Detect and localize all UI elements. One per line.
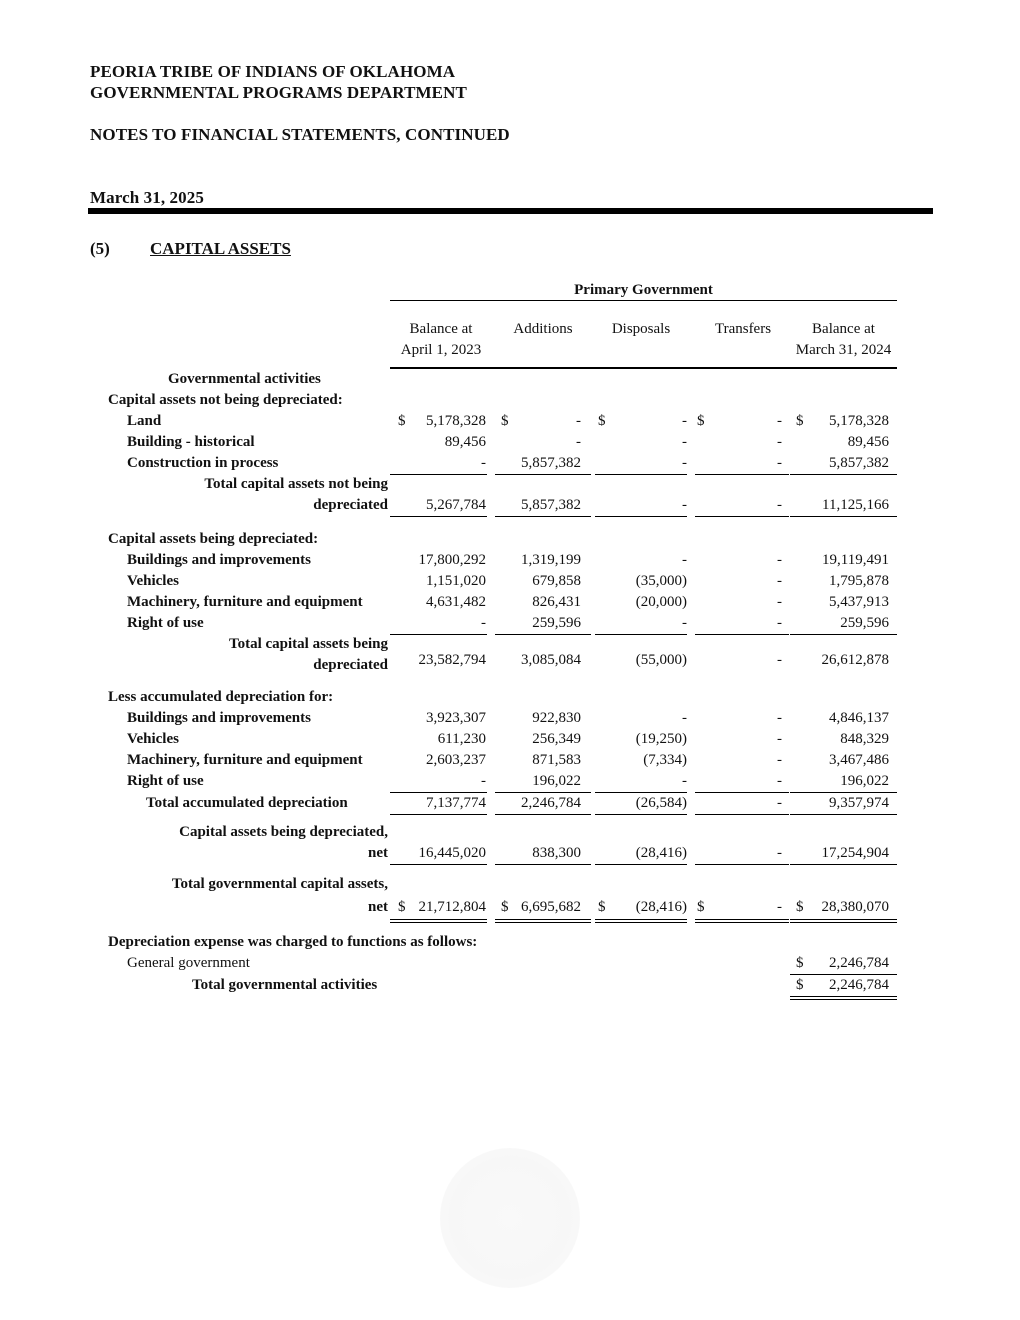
row-label: Total accumulated depreciation xyxy=(146,795,348,811)
value-cell: - xyxy=(576,413,581,429)
row-label: Machinery, furniture and equipment xyxy=(127,752,363,768)
value-cell: - xyxy=(777,497,782,513)
general-government-label: General government xyxy=(127,955,250,971)
land-row xyxy=(0,411,1020,432)
value-cell: - xyxy=(777,845,782,861)
value-cell: 6,695,682 xyxy=(521,899,581,915)
construction-row xyxy=(0,453,1020,474)
total-accumulated-row xyxy=(0,793,1020,814)
value-cell: - xyxy=(481,773,486,789)
underline xyxy=(790,864,897,865)
value-cell: - xyxy=(777,413,782,429)
row-label: Machinery, furniture and equipment xyxy=(127,594,363,610)
underline xyxy=(695,516,789,517)
faint-seal-watermark xyxy=(440,1148,580,1288)
value-cell: - xyxy=(777,615,782,631)
value-cell: 2,246,784 xyxy=(521,795,581,811)
value-cell: 5,437,913 xyxy=(829,594,889,610)
value-cell: 89,456 xyxy=(847,434,889,450)
value-cell: 19,119,491 xyxy=(822,552,889,568)
underline xyxy=(790,516,897,517)
value-cell: - xyxy=(777,773,782,789)
total-depreciated-row xyxy=(0,652,1020,676)
row-label: Governmental activities xyxy=(168,371,321,387)
double-underline xyxy=(790,996,897,1000)
total-activities-value: 2,246,784 xyxy=(829,977,889,993)
group-rule xyxy=(390,300,897,301)
value-cell: - xyxy=(777,795,782,811)
value-cell: 196,022 xyxy=(532,773,581,789)
section-title: CAPITAL ASSETS xyxy=(150,239,291,258)
underline xyxy=(390,864,487,865)
value-cell: 922,830 xyxy=(532,710,581,726)
depreciation-heading-row xyxy=(0,932,1020,953)
underline xyxy=(390,814,487,815)
value-cell: 5,857,382 xyxy=(521,497,581,513)
value-cell: 2,603,237 xyxy=(426,752,486,768)
currency-symbol: $ xyxy=(398,899,406,915)
value-cell: 5,857,382 xyxy=(829,455,889,471)
value-cell: (26,584) xyxy=(635,795,687,811)
row-label: Vehicles xyxy=(127,731,179,747)
double-underline xyxy=(495,919,591,923)
value-cell: 89,456 xyxy=(444,434,486,450)
row-label: Buildings and improvements xyxy=(127,552,311,568)
value-cell: - xyxy=(777,573,782,589)
col-header-disposals: Disposals xyxy=(611,321,671,337)
value-cell: - xyxy=(777,652,782,668)
value-cell: 1,151,020 xyxy=(426,573,486,589)
value-cell: 17,800,292 xyxy=(418,552,486,568)
value-cell: 611,230 xyxy=(437,731,486,747)
value-cell: 5,178,328 xyxy=(829,413,889,429)
depreciation-heading: Depreciation expense was charged to functions as follows: xyxy=(108,934,478,950)
value-cell: 16,445,020 xyxy=(418,845,486,861)
value-cell: 17,254,904 xyxy=(821,845,889,861)
currency-symbol: $ xyxy=(501,899,509,915)
not-depreciated-heading xyxy=(0,390,1020,411)
col-header-additions: Additions xyxy=(513,321,573,337)
underline xyxy=(495,814,591,815)
value-cell: 871,583 xyxy=(532,752,581,768)
value-cell: - xyxy=(576,434,581,450)
value-cell: 848,329 xyxy=(840,731,889,747)
value-cell: 7,137,774 xyxy=(426,795,486,811)
value-cell: 1,795,878 xyxy=(829,573,889,589)
value-cell: 5,178,328 xyxy=(426,413,486,429)
col-header-transfers: Transfers xyxy=(714,321,772,337)
value-cell: 28,380,070 xyxy=(821,899,889,915)
currency-symbol: $ xyxy=(796,899,804,915)
value-cell: - xyxy=(777,455,782,471)
buildings-row xyxy=(0,550,1020,571)
value-cell: - xyxy=(682,615,687,631)
governmental-activities-heading xyxy=(0,369,1020,390)
row-label: Building - historical xyxy=(127,434,255,450)
value-cell: (20,000) xyxy=(635,594,687,610)
row-label: Less accumulated depreciation for: xyxy=(108,689,334,705)
value-cell: - xyxy=(682,455,687,471)
value-cell: - xyxy=(481,455,486,471)
value-cell: 5,267,784 xyxy=(426,497,486,513)
value-cell: - xyxy=(682,497,687,513)
total-net-label-row xyxy=(0,874,1020,895)
row-label: net xyxy=(368,845,388,861)
value-cell: 1,319,199 xyxy=(521,552,581,568)
value-cell: 259,596 xyxy=(840,615,889,631)
total-not-depreciated-label-row xyxy=(0,474,1020,495)
net-depreciated-label-row xyxy=(0,822,1020,843)
underline xyxy=(595,864,687,865)
row-label: Capital assets being depreciated, xyxy=(179,824,388,840)
row-label: Construction in process xyxy=(127,455,279,471)
value-cell: 21,712,804 xyxy=(418,899,486,915)
double-underline xyxy=(595,919,687,923)
primary-government-label: Primary Government xyxy=(574,282,713,298)
org-name: PEORIA TRIBE OF INDIANS OF OKLAHOMA xyxy=(90,62,456,81)
currency-symbol: $ xyxy=(796,955,804,971)
value-cell: 679,858 xyxy=(532,573,581,589)
row-label: Right of use xyxy=(127,615,204,631)
underline xyxy=(495,864,591,865)
currency-symbol: $ xyxy=(697,899,705,915)
value-cell: 23,582,794 xyxy=(418,652,486,668)
value-cell: - xyxy=(682,710,687,726)
value-cell: - xyxy=(481,615,486,631)
value-cell: - xyxy=(682,434,687,450)
row-label: depreciated xyxy=(313,657,388,673)
currency-symbol: $ xyxy=(796,977,804,993)
value-cell: (19,250) xyxy=(635,731,687,747)
page-subtitle: NOTES TO FINANCIAL STATEMENTS, CONTINUED xyxy=(90,125,510,144)
currency-symbol: $ xyxy=(598,413,606,429)
underline xyxy=(390,516,487,517)
total-net-row xyxy=(0,897,1020,918)
depreciated-heading xyxy=(0,529,1020,550)
value-cell: 259,596 xyxy=(532,615,581,631)
row-label: Total capital assets not being xyxy=(204,476,388,492)
value-cell: 26,612,878 xyxy=(821,652,889,668)
value-cell: 838,300 xyxy=(532,845,581,861)
general-government-row xyxy=(0,953,1020,974)
value-cell: - xyxy=(777,752,782,768)
row-label: Buildings and improvements xyxy=(127,710,311,726)
acc-right-of-use-row xyxy=(0,771,1020,792)
value-cell: 196,022 xyxy=(840,773,889,789)
double-underline xyxy=(390,919,487,923)
row-label: Right of use xyxy=(127,773,204,789)
currency-symbol: $ xyxy=(501,413,509,429)
value-cell: - xyxy=(777,434,782,450)
department-name: GOVERNMENTAL PROGRAMS DEPARTMENT xyxy=(90,83,467,102)
underline xyxy=(790,814,897,815)
underline xyxy=(595,814,687,815)
value-cell: (28,416) xyxy=(635,899,687,915)
acc-buildings-row xyxy=(0,708,1020,729)
total-activities-label: Total governmental activities xyxy=(192,977,378,993)
currency-symbol: $ xyxy=(598,899,606,915)
building-historical-row xyxy=(0,432,1020,453)
value-cell: - xyxy=(777,899,782,915)
currency-symbol: $ xyxy=(796,413,804,429)
acc-vehicles-row xyxy=(0,729,1020,750)
row-label: net xyxy=(368,899,388,915)
value-cell: 3,467,486 xyxy=(829,752,889,768)
value-cell: - xyxy=(777,594,782,610)
total-activities-row xyxy=(0,975,1020,996)
underline xyxy=(695,864,789,865)
value-cell: - xyxy=(682,773,687,789)
currency-symbol: $ xyxy=(697,413,705,429)
total-not-depreciated-row xyxy=(0,495,1020,516)
double-underline xyxy=(790,919,897,923)
row-label: Capital assets being depreciated: xyxy=(108,531,319,547)
report-date: March 31, 2025 xyxy=(90,188,204,207)
machinery-row xyxy=(0,592,1020,613)
value-cell: - xyxy=(777,552,782,568)
value-cell: 4,631,482 xyxy=(426,594,486,610)
value-cell: - xyxy=(682,552,687,568)
underline xyxy=(495,516,591,517)
value-cell: 5,857,382 xyxy=(521,455,581,471)
row-label: Vehicles xyxy=(127,573,179,589)
value-cell: (7,334) xyxy=(643,752,687,768)
right-of-use-row xyxy=(0,613,1020,634)
value-cell: 4,846,137 xyxy=(829,710,889,726)
value-cell: - xyxy=(682,413,687,429)
general-government-value: 2,246,784 xyxy=(829,955,889,971)
row-label: Capital assets not being depreciated: xyxy=(108,392,343,408)
row-label: Land xyxy=(127,413,162,429)
net-depreciated-row xyxy=(0,843,1020,864)
col-header-balance-begin: Balance at April 1, 2023 xyxy=(400,321,482,358)
row-label: depreciated xyxy=(313,497,388,513)
col-header-balance-end: Balance at March 31, 2024 xyxy=(795,321,892,358)
header-rule xyxy=(88,208,933,214)
value-cell: (35,000) xyxy=(635,573,687,589)
value-cell: - xyxy=(777,710,782,726)
value-cell: 11,125,166 xyxy=(822,497,889,513)
underline xyxy=(695,814,789,815)
value-cell: 3,085,084 xyxy=(521,652,581,668)
value-cell: 3,923,307 xyxy=(426,710,486,726)
currency-symbol: $ xyxy=(398,413,406,429)
accumulated-heading xyxy=(0,687,1020,708)
value-cell: (28,416) xyxy=(635,845,687,861)
underline xyxy=(595,516,687,517)
value-cell: 826,431 xyxy=(532,594,581,610)
value-cell: (55,000) xyxy=(635,652,687,668)
acc-machinery-row xyxy=(0,750,1020,771)
row-label: Total capital assets being xyxy=(228,636,388,652)
value-cell: - xyxy=(777,731,782,747)
section-number: (5) xyxy=(90,239,110,258)
value-cell: 256,349 xyxy=(532,731,581,747)
value-cell: 9,357,974 xyxy=(829,795,889,811)
double-underline xyxy=(695,919,789,923)
row-label: Total governmental capital assets, xyxy=(171,876,388,892)
vehicles-row xyxy=(0,571,1020,592)
